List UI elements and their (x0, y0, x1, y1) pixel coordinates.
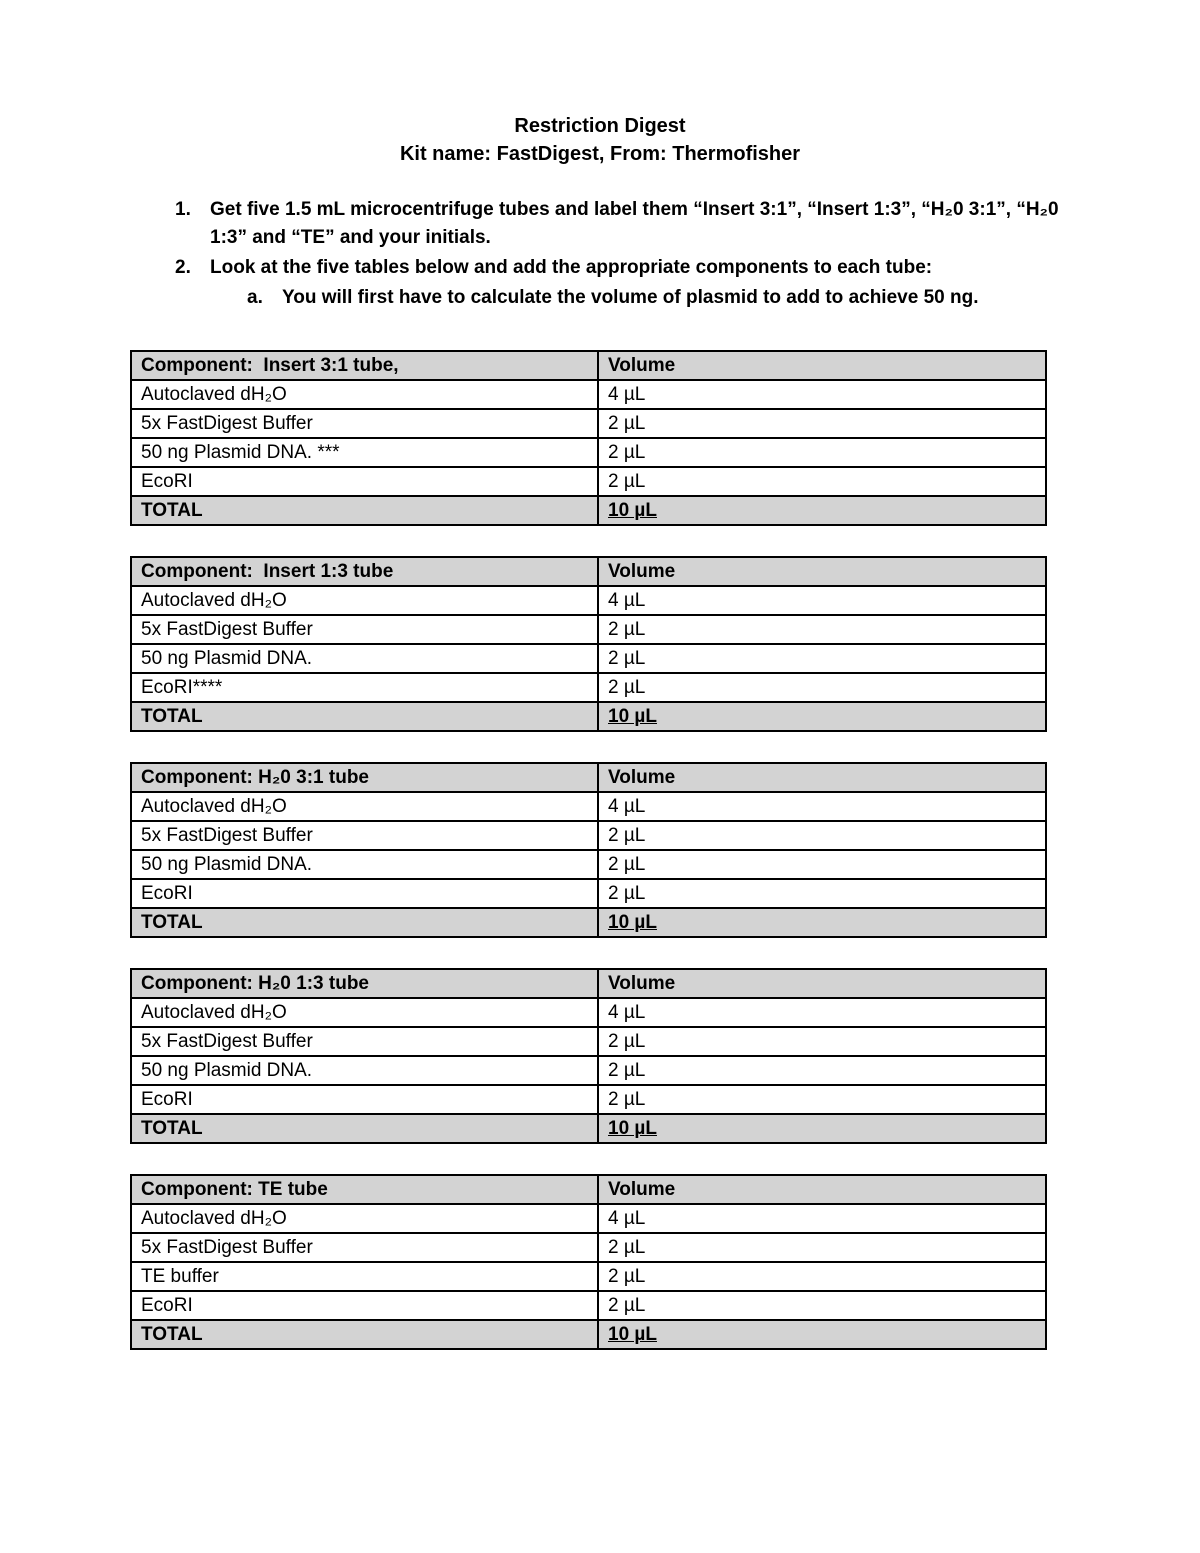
table-row-volume-cell: 2 µL (598, 1291, 1046, 1320)
table-row (131, 438, 1046, 467)
table-row-component-cell: EcoRI (131, 467, 598, 496)
table-header-row-volume-cell: Volume (598, 763, 1046, 792)
instruction-text-2a: You will first have to calculate the volume of plasmid to add to achieve 50 ng. (282, 287, 979, 308)
instruction-item-2a (130, 284, 1070, 312)
table-row-component-cell: 5x FastDigest Buffer (131, 821, 598, 850)
table-row (131, 821, 1046, 850)
table-row (131, 380, 1046, 409)
list-marker-1: 1. (175, 199, 191, 220)
table-row-component-cell: Autoclaved dH₂O (131, 1204, 598, 1233)
table-row-volume-cell: 2 µL (598, 821, 1046, 850)
table-row-component-cell: 50 ng Plasmid DNA. *** (131, 438, 598, 467)
table-row (131, 1204, 1046, 1233)
table-row-volume-cell: 4 µL (598, 586, 1046, 615)
table-row (131, 1262, 1046, 1291)
table-row-volume-cell: 2 µL (598, 409, 1046, 438)
table-total-row-volume-cell: 10 µL (598, 1114, 1046, 1143)
table-row (131, 644, 1046, 673)
table-total-row (131, 908, 1046, 937)
table-row-volume-cell: 4 µL (598, 792, 1046, 821)
table-row (131, 850, 1046, 879)
document-title: Restriction Digest (514, 115, 686, 137)
table-row-component-cell: 5x FastDigest Buffer (131, 409, 598, 438)
table-row (131, 467, 1046, 496)
table-total-row (131, 1320, 1046, 1349)
table-total-row-component-cell: TOTAL (131, 1114, 598, 1143)
table-total-row-component-cell: TOTAL (131, 908, 598, 937)
table-row (131, 586, 1046, 615)
table-row-volume-cell: 2 µL (598, 467, 1046, 496)
table-header-row (131, 557, 1046, 586)
table-row-component-cell: EcoRI (131, 879, 598, 908)
table-row-component-cell: 50 ng Plasmid DNA. (131, 644, 598, 673)
table-row-volume-cell: 2 µL (598, 1027, 1046, 1056)
table-row (131, 1291, 1046, 1320)
table-row-volume-cell: 4 µL (598, 998, 1046, 1027)
table-header-row (131, 763, 1046, 792)
tables-section (130, 350, 1070, 1350)
table-total-row (131, 1114, 1046, 1143)
table-header-row-volume-cell: Volume (598, 557, 1046, 586)
table-row-volume-cell: 2 µL (598, 438, 1046, 467)
table-row (131, 673, 1046, 702)
table-header-row-volume-cell: Volume (598, 969, 1046, 998)
instruction-item-1 (130, 196, 1070, 252)
table-header-row-volume-cell: Volume (598, 1175, 1046, 1204)
table-row-volume-cell: 2 µL (598, 615, 1046, 644)
table-row-component-cell: Autoclaved dH₂O (131, 586, 598, 615)
table-row (131, 1233, 1046, 1262)
table-row (131, 615, 1046, 644)
table-row-volume-cell: 2 µL (598, 1262, 1046, 1291)
table-row-component-cell: Autoclaved dH₂O (131, 380, 598, 409)
table-row (131, 998, 1046, 1027)
table-total-row (131, 702, 1046, 731)
table-header-row (131, 351, 1046, 380)
table-row-volume-cell: 4 µL (598, 380, 1046, 409)
table-row-volume-cell: 2 µL (598, 673, 1046, 702)
table-row-component-cell: TE buffer (131, 1262, 598, 1291)
instruction-text-2: Look at the five tables below and add the appropriate components to each tube: (210, 257, 933, 278)
table-row-volume-cell: 2 µL (598, 644, 1046, 673)
table-row-volume-cell: 4 µL (598, 1204, 1046, 1233)
table-header-row (131, 1175, 1046, 1204)
list-marker-2a: a. (247, 287, 263, 308)
table-total-row (131, 496, 1046, 525)
table-row-volume-cell: 2 µL (598, 1233, 1046, 1262)
table-row-component-cell: 5x FastDigest Buffer (131, 615, 598, 644)
document-subtitle: Kit name: FastDigest, From: Thermofisher (399, 143, 801, 165)
component-table-insert-1-3 (130, 556, 1047, 732)
table-row-component-cell: Autoclaved dH₂O (131, 792, 598, 821)
table-row (131, 879, 1046, 908)
component-table-h20-1-3 (130, 968, 1047, 1144)
table-total-row-component-cell: TOTAL (131, 702, 598, 731)
table-total-row-component-cell: TOTAL (131, 496, 598, 525)
table-header-row-component-cell: Component: TE tube (131, 1175, 598, 1204)
table-row-component-cell: 50 ng Plasmid DNA. (131, 850, 598, 879)
table-header-row-volume-cell: Volume (598, 351, 1046, 380)
table-row (131, 1056, 1046, 1085)
instruction-text-1: Get five 1.5 mL microcentrifuge tubes and label them “Insert 3:1”, “Insert 1:3”, “H₂0 3:1”, “H₂0 1:3” and “TE” and your initials. (210, 199, 1059, 248)
table-total-row-volume-cell: 10 µL (598, 496, 1046, 525)
table-header-row (131, 969, 1046, 998)
table-header-row-component-cell: Component: Insert 3:1 tube, (131, 351, 598, 380)
table-row-component-cell: EcoRI (131, 1085, 598, 1114)
table-row (131, 1027, 1046, 1056)
table-row-volume-cell: 2 µL (598, 1056, 1046, 1085)
table-row-volume-cell: 2 µL (598, 850, 1046, 879)
table-row-component-cell: Autoclaved dH₂O (131, 998, 598, 1027)
table-total-row-volume-cell: 10 µL (598, 908, 1046, 937)
table-header-row-component-cell: Component: Insert 1:3 tube (131, 557, 598, 586)
component-table-insert-3-1 (130, 350, 1047, 526)
component-table-te (130, 1174, 1047, 1350)
table-row-component-cell: 5x FastDigest Buffer (131, 1027, 598, 1056)
table-row-volume-cell: 2 µL (598, 879, 1046, 908)
component-table-h20-3-1 (130, 762, 1047, 938)
table-row-volume-cell: 2 µL (598, 1085, 1046, 1114)
table-row-component-cell: 50 ng Plasmid DNA. (131, 1056, 598, 1085)
table-header-row-component-cell: Component: H₂0 3:1 tube (131, 763, 598, 792)
table-total-row-volume-cell: 10 µL (598, 702, 1046, 731)
instruction-item-2 (130, 254, 1070, 282)
table-header-row-component-cell: Component: H₂0 1:3 tube (131, 969, 598, 998)
table-row-component-cell: EcoRI**** (131, 673, 598, 702)
table-row-component-cell: EcoRI (131, 1291, 598, 1320)
table-row (131, 792, 1046, 821)
table-total-row-component-cell: TOTAL (131, 1320, 598, 1349)
list-marker-2: 2. (175, 257, 191, 278)
table-row (131, 1085, 1046, 1114)
table-row (131, 409, 1046, 438)
table-row-component-cell: 5x FastDigest Buffer (131, 1233, 598, 1262)
instructions-list (130, 196, 1070, 312)
table-total-row-volume-cell: 10 µL (598, 1320, 1046, 1349)
